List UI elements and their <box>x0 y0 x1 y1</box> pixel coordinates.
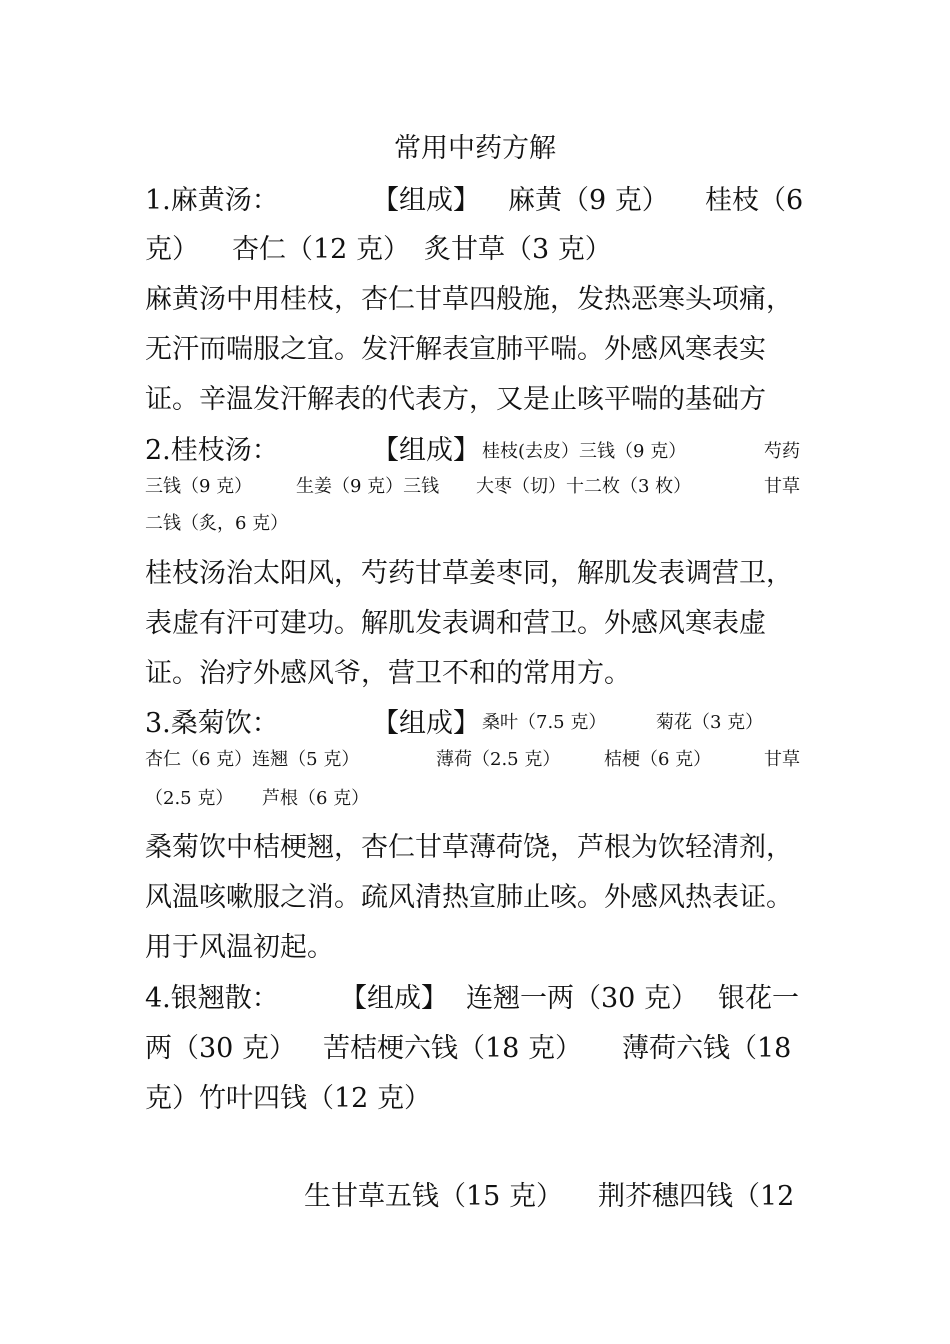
formula-4-ingredient: 连翘一两（30 克） <box>466 983 698 1014</box>
formula-2-ingredient: 二钱（炙，6 克） <box>145 513 289 534</box>
formula-3-ingredient: 杏仁（6 克）连翘（5 克） <box>145 749 360 770</box>
formula-4-ingredient: 生甘草五钱（15 克） <box>304 1181 563 1212</box>
formula-2-ingredient: 桂枝(去皮）三钱（9 克） <box>482 441 687 462</box>
page-title: 常用中药方解 <box>394 133 556 164</box>
formula-2-verse: 证。治疗外感风爷，营卫不和的常用方。 <box>145 658 631 689</box>
formula-3-ingredient: 薄荷（2.5 克） <box>436 749 561 770</box>
formula-2-composition-tag: 【组成】 <box>372 435 480 466</box>
formula-1-ingredient: 桂枝（6 <box>705 185 804 216</box>
formula-4-ingredient: 苦桔梗六钱（18 克） <box>323 1033 582 1064</box>
formula-4-ingredient: 两（30 克） <box>145 1033 296 1064</box>
formula-3-verse: 用于风温初起。 <box>145 932 334 963</box>
formula-1-heading: 1.麻黄汤： <box>145 185 279 216</box>
formula-1-ingredient: 麻黄（9 克） <box>508 185 669 216</box>
formula-3-ingredient: （2.5 克） <box>145 788 234 809</box>
formula-2-ingredient: 大枣（切）十二枚（3 枚） <box>476 476 692 497</box>
formula-2-ingredient: 甘草 <box>764 476 800 497</box>
formula-2-verse: 桂枝汤治太阳风，芍药甘草姜枣同，解肌发表调营卫， <box>145 558 793 589</box>
formula-4-ingredient: 薄荷六钱（18 <box>622 1033 792 1064</box>
formula-3-ingredient: 菊花（3 克） <box>656 712 764 733</box>
formula-3-ingredient: 芦根（6 克） <box>262 788 370 809</box>
formula-4-composition-tag: 【组成】 <box>340 983 448 1014</box>
formula-3-verse: 风温咳嗽服之消。疏风清热宣肺止咳。外感风热表证。 <box>145 882 793 913</box>
formula-3-verse: 桑菊饮中桔梗翘，杏仁甘草薄荷饶，芦根为饮轻清剂， <box>145 832 793 863</box>
formula-2-verse: 表虚有汗可建功。解肌发表调和营卫。外感风寒表虚 <box>145 608 766 639</box>
formula-1-composition-tag: 【组成】 <box>372 185 480 216</box>
formula-1-verse: 无汗而喘服之宜。发汗解表宣肺平喘。外感风寒表实 <box>145 334 766 365</box>
formula-2-ingredient: 三钱（9 克） <box>145 476 253 497</box>
formula-2-heading: 2.桂枝汤： <box>145 435 279 466</box>
formula-1-ingredient: 克） <box>145 234 199 265</box>
formula-1-verse: 麻黄汤中用桂枝，杏仁甘草四般施，发热恶寒头项痛， <box>145 284 793 315</box>
formula-1-verse: 证。辛温发汗解表的代表方，又是止咳平喘的基础方 <box>145 384 766 415</box>
formula-4-ingredient: 克）竹叶四钱（12 克） <box>145 1083 431 1114</box>
formula-3-ingredient: 桑叶（7.5 克） <box>482 712 607 733</box>
formula-3-heading: 3.桑菊饮： <box>145 708 279 739</box>
formula-2-ingredient: 生姜（9 克）三钱 <box>296 476 440 497</box>
formula-4-ingredient: 荆芥穗四钱（12 <box>598 1181 795 1212</box>
formula-3-ingredient: 桔梗（6 克） <box>604 749 712 770</box>
formula-4-ingredient: 银花一 <box>718 983 799 1014</box>
formula-3-composition-tag: 【组成】 <box>372 708 480 739</box>
formula-1-ingredient: 炙甘草（3 克） <box>424 234 612 265</box>
formula-2-ingredient: 芍药 <box>764 441 800 462</box>
formula-1-ingredient: 杏仁（12 克） <box>232 234 410 265</box>
formula-3-ingredient: 甘草 <box>764 749 800 770</box>
formula-4-heading: 4.银翘散： <box>145 983 279 1014</box>
